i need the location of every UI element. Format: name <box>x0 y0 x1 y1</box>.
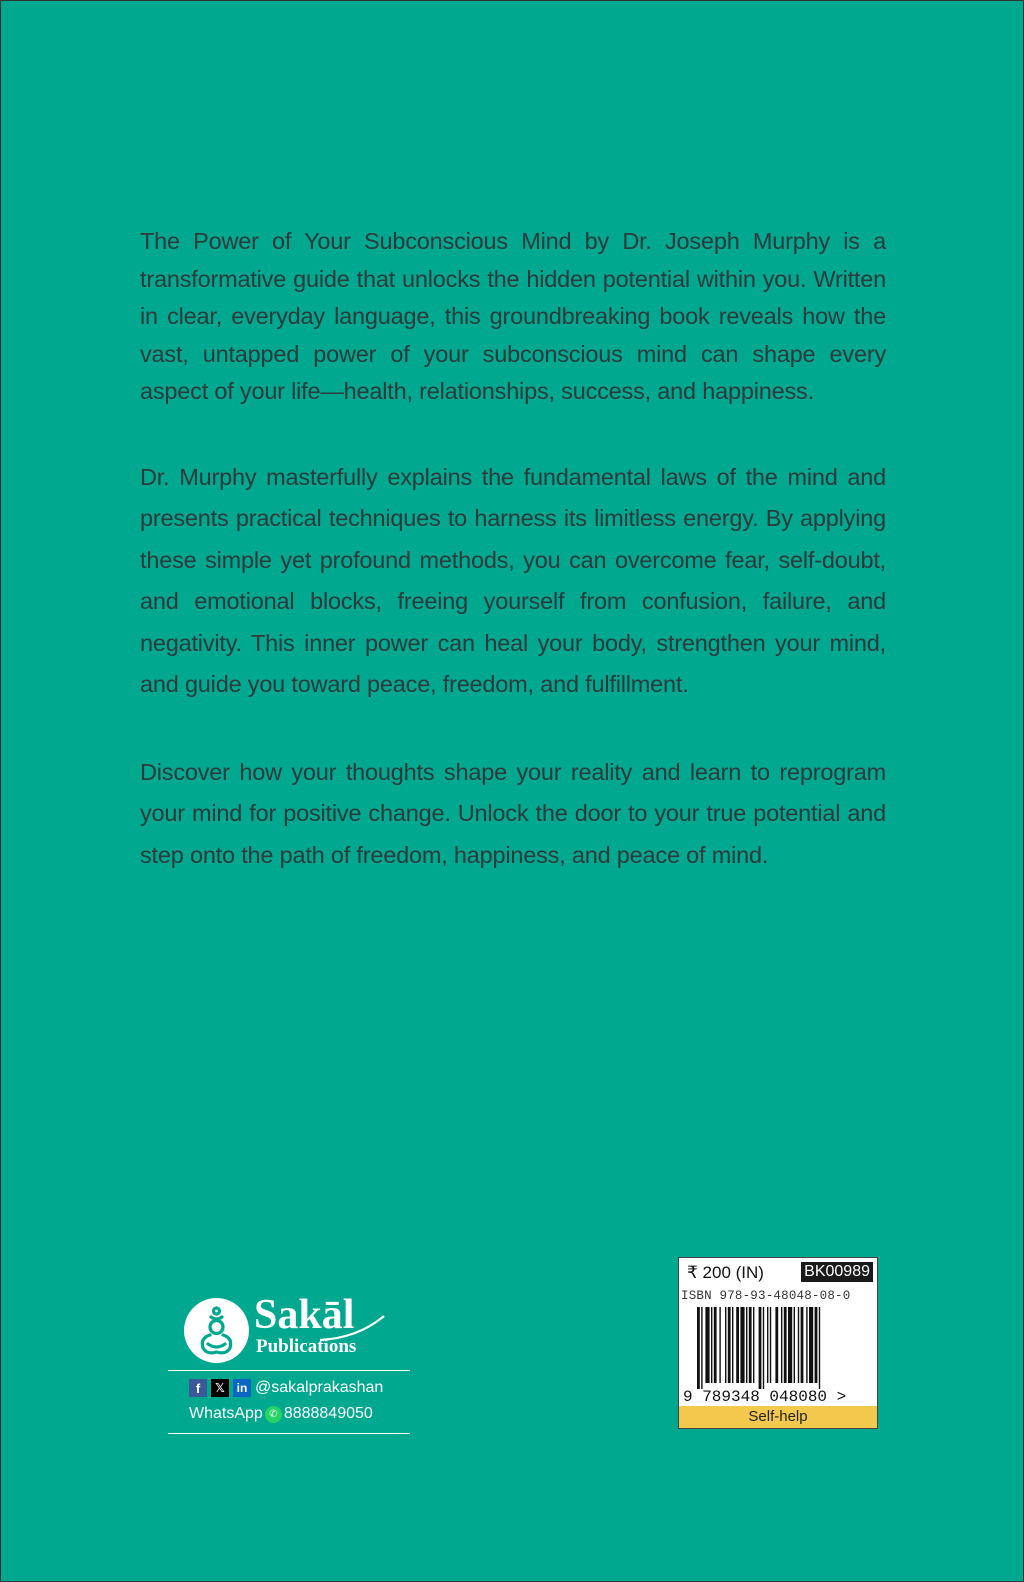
barcode-bar <box>794 1307 795 1383</box>
barcode-bar <box>767 1307 768 1383</box>
barcode-digits: 9 789348 048080 > <box>683 1388 847 1406</box>
barcode-bar <box>801 1307 804 1383</box>
barcode-bar <box>725 1307 726 1383</box>
blurb-paragraph-3: Discover how your thoughts shape your reality and learn to reprogram your mind for positive change. Unlock the door to your true potential and step onto the path of freedom, happiness, and peace of mind. <box>140 758 886 868</box>
social-row <box>168 1375 410 1401</box>
divider <box>168 1370 410 1371</box>
barcode-bar <box>763 1307 764 1389</box>
x-icon[interactable]: 𝕏 <box>211 1379 229 1397</box>
barcode-bar <box>753 1307 754 1383</box>
barcode-bar <box>806 1307 807 1383</box>
barcode-box <box>678 1257 878 1429</box>
barcode-bar <box>819 1307 820 1389</box>
linkedin-icon[interactable]: in <box>233 1379 251 1397</box>
barcode-bar <box>719 1307 720 1383</box>
book-code: BK00989 <box>801 1262 873 1282</box>
barcode-bar <box>732 1307 733 1383</box>
category-band: Self-help <box>679 1406 877 1428</box>
barcode-bar <box>749 1307 752 1383</box>
barcode-bar <box>701 1307 702 1389</box>
barcode-bar <box>705 1307 709 1383</box>
publisher-subtitle: Publications <box>256 1336 357 1357</box>
price: ₹ 200 (IN) <box>687 1263 764 1282</box>
blurb <box>140 223 886 922</box>
barcode-bar <box>746 1307 747 1383</box>
barcode-bar <box>728 1307 731 1383</box>
publisher-logo <box>168 1292 410 1366</box>
publisher-block <box>168 1292 410 1434</box>
social-handle[interactable]: @sakalprakashan <box>255 1379 384 1396</box>
barcode-bar <box>711 1307 712 1383</box>
blurb-paragraph-2: Dr. Murphy masterfully explains the fundamental laws of the mind and presents practical techniques to harness its limitless energy. By applying these simple yet profound methods, you can overcome fear, self-doubt, and emotional blocks, freeing yourself from confusion, failure, and negativity. This inner power can heal your body, strengthen your mind, and guide you toward peace, freedom, and fulfillment. <box>140 463 886 697</box>
barcode-bar <box>815 1307 818 1383</box>
isbn-text: ISBN 978-93-48048-08-0 <box>681 1289 851 1303</box>
barcode-icon <box>697 1307 867 1389</box>
whatsapp-label: WhatsApp <box>189 1405 263 1422</box>
barcode-bar <box>784 1307 787 1383</box>
blurb-paragraph-1: The Power of Your Subconscious Mind by Dr. Joseph Murphy is a transformative guide that unlocks the hidden potential within you. Written in clear, everyday language, this groundbreaking book reveals how the vast, untapped power of your subconscious mind can shape every aspect of your life—health, relationships, success, and happiness. <box>140 228 886 404</box>
barcode-bar <box>736 1307 739 1383</box>
barcode-bar <box>781 1307 782 1383</box>
barcode-bar <box>714 1307 717 1383</box>
barcode-bar <box>759 1307 762 1389</box>
barcode-bar <box>740 1307 744 1383</box>
barcode-bar <box>798 1307 799 1383</box>
barcode-bar <box>770 1307 771 1383</box>
barcode-bar <box>775 1307 778 1383</box>
whatsapp-icon[interactable]: ✆ <box>265 1406 282 1423</box>
barcode-bar <box>809 1307 813 1383</box>
barcode-bar <box>788 1307 792 1383</box>
publisher-emblem-icon <box>184 1298 249 1363</box>
whatsapp-number[interactable]: 8888849050 <box>283 1405 373 1422</box>
publisher-name: Sakāl <box>254 1292 355 1338</box>
whatsapp-row <box>168 1401 410 1427</box>
divider <box>168 1433 410 1434</box>
facebook-icon[interactable]: f <box>189 1379 207 1397</box>
barcode-bar <box>697 1307 700 1389</box>
